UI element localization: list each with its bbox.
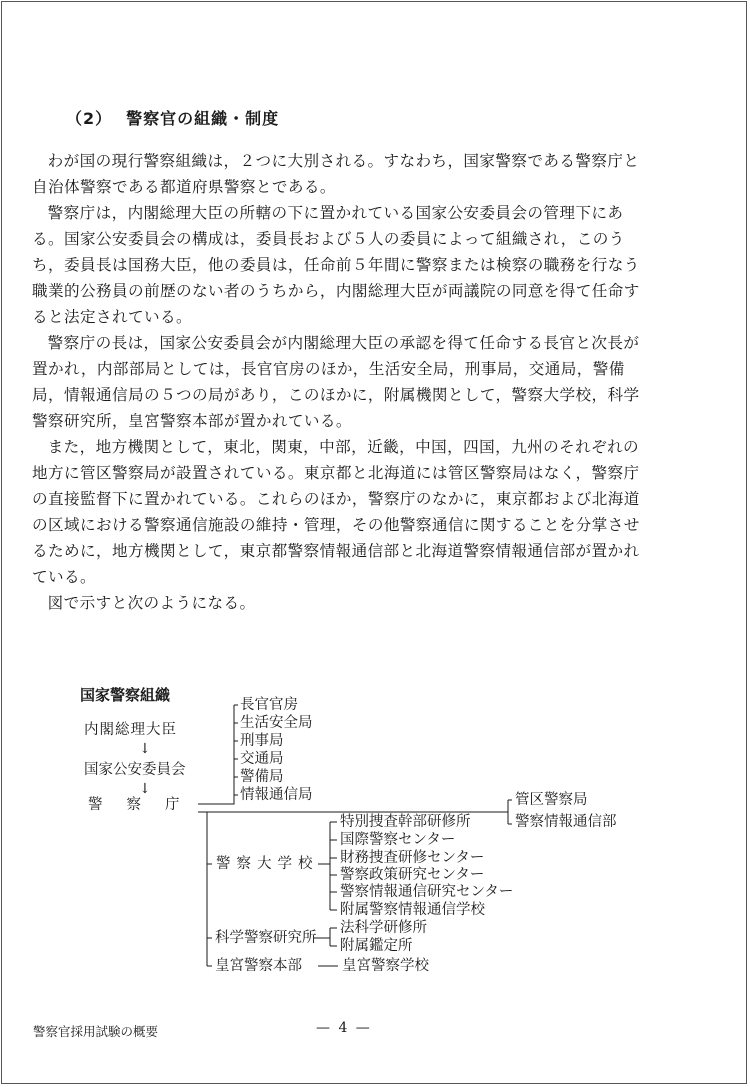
section-title: 警察官の組織・制度: [126, 109, 280, 128]
page-number: — 4 —: [316, 1020, 372, 1036]
imperial-child: 皇宮警察学校: [342, 958, 429, 974]
bureau-item: 長官官房: [240, 697, 298, 713]
academy-child: 警察情報通信研究センター: [340, 884, 514, 900]
bureau-item: 刑事局: [240, 733, 284, 749]
paragraph: また，地方機関として，東北，関東，中部，近畿，中国，四国，九州のそれぞれの地方に管区警察局が設置されている。東京都と北海道には管区警察局はなく，警察庁の直接監督下に置かれている。これらのほか，警察庁のなかに，東京都および北海道の区域における警察通信施設の維持・管理，その他警察通信に関することを分掌させるために，地方機関として，東京都警察情報通信部と北海道警察情報通信部が置かれている。: [32, 438, 640, 586]
academy-child: 特別捜査幹部研修所: [340, 814, 471, 830]
academy-child: 附属警察情報通信学校: [340, 902, 485, 918]
node-police-academy: 警察大学校: [216, 856, 319, 872]
diagram-title: 国家警察組織: [80, 686, 171, 704]
footer-title: 警察官採用試験の概要: [33, 1024, 159, 1039]
bureau-item: 交通局: [240, 751, 284, 767]
arrow-down-icon: ↓: [139, 781, 151, 797]
paragraph: 警察庁は，内閣総理大臣の所轄の下に置かれている国家公安委員会の管理下にある。国家公安委員会の構成は，委員長および５人の委員によって組織され，このうち，委員長は国務大臣，他の委員は，任命前５年間に警察または検察の職務を行なう職業的公務員の前歴のない者のうちから，内閣総理大臣が両議院の同意を得て任命すると法定されている。: [32, 204, 640, 326]
bureau-item: 警備局: [240, 769, 284, 785]
section-number: （2）: [66, 109, 113, 128]
bureau-item: 生活安全局: [240, 715, 313, 731]
paragraph: わが国の現行警察組織は，２つに大別される。すなわち，国家警察である警察庁と自治体警察である都道府県警察とである。: [32, 152, 640, 196]
academy-child: 財務捜査研修センター: [340, 850, 485, 866]
arrow-down-icon: ↓: [139, 741, 151, 757]
research-child: 附属鑑定所: [340, 938, 413, 954]
academy-child: 警察政策研究センター: [340, 867, 485, 883]
regional-item: 警察情報通信部: [515, 814, 617, 830]
research-child: 法科学研修所: [340, 920, 427, 936]
paragraph: 警察庁の長は，国家公安委員会が内閣総理大臣の承認を得て任命する長官と次長が置かれ，内部部局としては，長官官房のほか，生活安全局，刑事局，交通局，警備局，情報通信局の５つの局があり，このほかに，附属機関として，警察大学校，科学警察研究所，皇宮警察本部が置かれている。: [32, 334, 640, 430]
node-public-safety-commission: 国家公安委員会: [84, 762, 186, 778]
node-imperial-guard: 皇宮警察本部: [215, 958, 302, 974]
academy-child: 国際警察センター: [340, 832, 456, 848]
node-research-institute: 科学警察研究所: [215, 930, 317, 946]
paragraph: 図で示すと次のようになる。: [47, 594, 256, 612]
node-prime-minister: 内閣総理大臣: [84, 722, 177, 738]
bureau-item: 情報通信局: [240, 787, 313, 803]
regional-item: 管区警察局: [515, 792, 588, 808]
node-npa: 警察庁: [88, 797, 204, 813]
